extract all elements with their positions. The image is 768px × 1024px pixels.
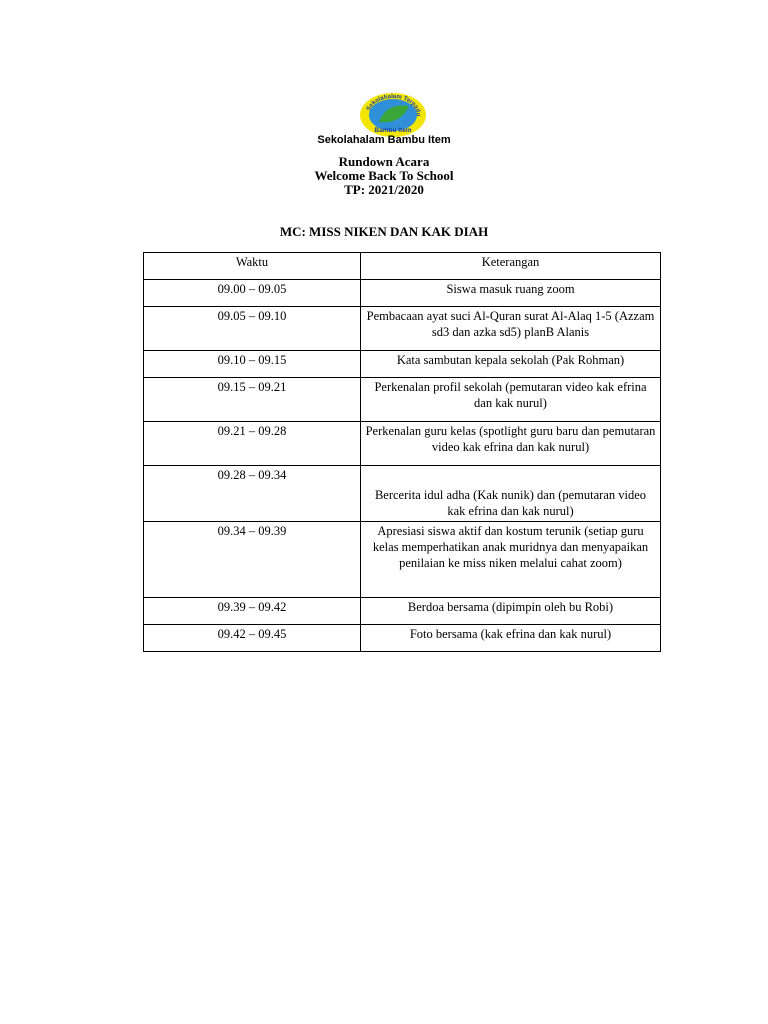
table-header-row (144, 253, 661, 280)
document-title: Rundown Acara (338, 154, 430, 169)
table-row (144, 422, 661, 466)
rundown-table (143, 252, 661, 652)
table-row (144, 466, 661, 522)
description-cell: Perkenalan profil sekolah (pemutaran video kak efrina dan kak nurul) (361, 378, 661, 422)
time-cell: 09.28 – 09.34 (144, 466, 361, 522)
logo-arc-text: Sekolahalam Terpadu (365, 93, 422, 117)
column-header-keterangan: Keterangan (361, 253, 661, 280)
table-row (144, 625, 661, 652)
description-cell: Apresiasi siswa aktif dan kostum terunik (setiap guru kelas memperhatikan anak muridnya dan menyapaikan penilaian ke miss niken melalui cahat zoom) (361, 522, 661, 598)
table-row (144, 280, 661, 307)
time-cell: 09.05 – 09.10 (144, 307, 361, 351)
table-row (144, 598, 661, 625)
school-logo (359, 92, 427, 138)
table-row (144, 307, 661, 351)
school-name: Sekolahalam Bambu Item (317, 134, 451, 146)
table-row (144, 522, 661, 598)
description-cell: Perkenalan guru kelas (spotlight guru baru dan pemutaran video kak efrina dan kak nurul) (361, 422, 661, 466)
table-row (144, 351, 661, 378)
logo-brand-text: Bambu Item (374, 127, 412, 134)
description-cell: Berdoa bersama (dipimpin oleh bu Robi) (361, 598, 661, 625)
description-cell: Bercerita idul adha (Kak nunik) dan (pemutaran video kak efrina dan kak nurul) (361, 466, 661, 522)
time-cell: 09.00 – 09.05 (144, 280, 361, 307)
mc-line: MC: MISS NIKEN DAN KAK DIAH (279, 224, 489, 239)
school-year: TP: 2021/2020 (344, 182, 424, 197)
column-header-waktu: Waktu (144, 253, 361, 280)
time-cell: 09.21 – 09.28 (144, 422, 361, 466)
time-cell: 09.39 – 09.42 (144, 598, 361, 625)
table-row (144, 378, 661, 422)
time-cell: 09.15 – 09.21 (144, 378, 361, 422)
description-cell: Foto bersama (kak efrina dan kak nurul) (361, 625, 661, 652)
event-name: Welcome Back To School (314, 168, 454, 183)
time-cell: 09.10 – 09.15 (144, 351, 361, 378)
time-cell: 09.34 – 09.39 (144, 522, 361, 598)
time-cell: 09.42 – 09.45 (144, 625, 361, 652)
description-cell: Kata sambutan kepala sekolah (Pak Rohman) (361, 351, 661, 378)
description-cell: Pembacaan ayat suci Al-Quran surat Al-Alaq 1-5 (Azzam sd3 dan azka sd5) planB Alanis (361, 307, 661, 351)
description-cell: Siswa masuk ruang zoom (361, 280, 661, 307)
